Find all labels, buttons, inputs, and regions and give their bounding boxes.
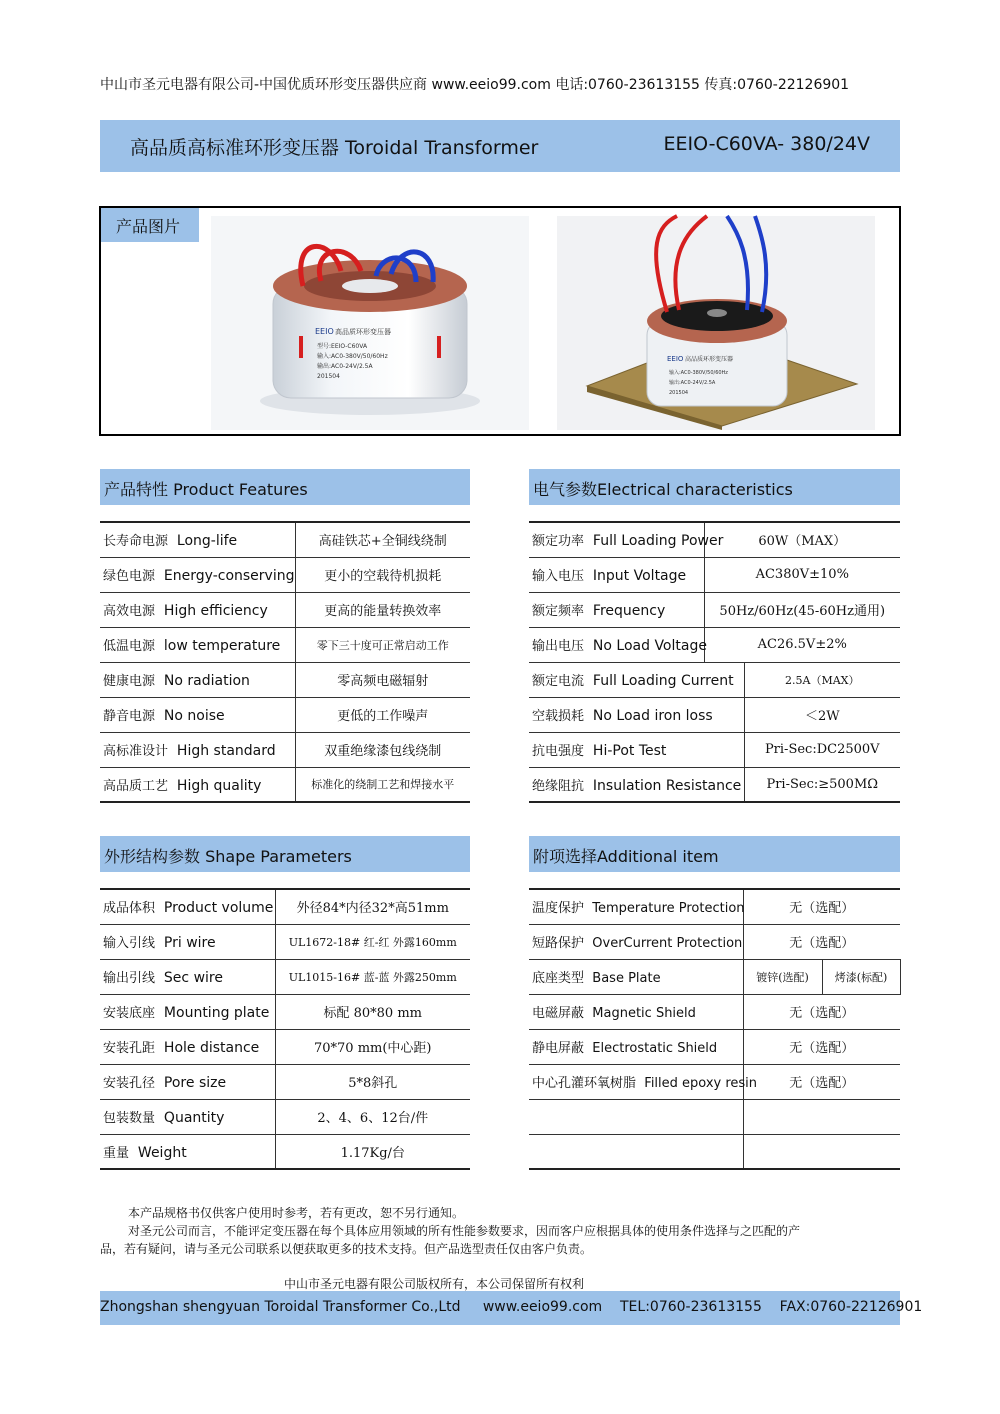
row-key-en: Temperature Protection [592, 901, 745, 917]
row-value: 无（选配） [743, 994, 900, 1029]
model-number: EEIO-C60VA- 380/24V [663, 133, 870, 155]
row-key [529, 557, 704, 592]
row-key-cn: 空载损耗 [532, 709, 585, 724]
shape-row [100, 1064, 470, 1099]
row-value: 更小的空载待机损耗 [295, 557, 470, 592]
contact-line: 中山市圣元电器有限公司-中国优质环形变压器供应商 www.eeio99.com 电话:0760-23613155 传真:0760-22126901 [100, 77, 850, 93]
row-value: 1.17Kg/台 [275, 1134, 470, 1169]
row-key [529, 522, 724, 557]
additional-row [529, 924, 900, 959]
features-row [100, 662, 470, 697]
row-key-cn: 额定频率 [532, 604, 585, 619]
row-key-cn: 绝缘阻抗 [532, 778, 585, 794]
label-input: 输入:AC0-380V/50/60Hz [317, 353, 388, 360]
row-value: 无（选配） [743, 889, 900, 924]
row-key-en: High efficiency [163, 603, 268, 619]
row-key [100, 522, 295, 557]
row-value [743, 1134, 900, 1169]
row-key [529, 592, 704, 627]
row-value: 外径84*内径32*高51mm [275, 889, 470, 924]
footer-tel: TEL:0760-23613155 [620, 1299, 762, 1315]
row-key [529, 662, 744, 697]
row-key [529, 994, 743, 1029]
row-key-cn: 短路保护 [532, 936, 585, 951]
row-key-en: Filled epoxy resin [644, 1076, 758, 1091]
electrical-row [529, 662, 900, 697]
row-key-en: No noise [163, 708, 225, 724]
row-key-cn: 输入引线 [103, 936, 156, 951]
row-key-cn: 包装数量 [103, 1111, 156, 1126]
additional-table [529, 888, 900, 1170]
shape-row [100, 924, 470, 959]
row-key [529, 1064, 758, 1099]
row-key-en: Insulation Resistance [592, 777, 742, 794]
row-value: 无（选配） [743, 924, 900, 959]
row-key-cn: 高品质工艺 [103, 778, 169, 794]
row-key-en: No Load Voltage [592, 638, 707, 654]
features-row [100, 592, 470, 627]
row-value: ＜2W [744, 697, 900, 732]
features-row [100, 697, 470, 732]
row-value: Pri-Sec:DC2500V [744, 732, 900, 767]
row-key [100, 1134, 275, 1169]
electrical-row [529, 557, 900, 592]
row-key [100, 767, 295, 802]
label2-input: 输入:AC0-380V/50/60Hz [669, 370, 728, 376]
row-key-cn: 输出电压 [532, 639, 585, 654]
row-key [100, 697, 295, 732]
note-line-3: 品，若有疑问，请与圣元公司联系以便获取更多的技术支持。但产品选型责任仅由客户负责。 [100, 1242, 593, 1256]
electrical-row [529, 522, 900, 557]
electrical-row [529, 627, 900, 662]
row-key [529, 1134, 743, 1169]
row-key [529, 732, 744, 767]
base-plate-option: 烤漆(标配) [822, 959, 900, 994]
additional-row [529, 994, 900, 1029]
shape-table [100, 888, 470, 1170]
disclaimer-notes [100, 1204, 900, 1258]
additional-heading: 附项选择Additional item [529, 836, 900, 872]
row-key [100, 889, 275, 924]
row-key-cn: 静电屏蔽 [532, 1041, 585, 1056]
row-key [100, 557, 295, 592]
row-key-cn: 抗电强度 [532, 744, 585, 759]
row-value: 零高频电磁辐射 [295, 662, 470, 697]
electrical-heading: 电气参数Electrical characteristics [529, 469, 900, 505]
features-row [100, 557, 470, 592]
row-value: 标准化的绕制工艺和焊接水平 [295, 767, 470, 802]
product-photo-mounted [557, 216, 875, 430]
shape-row [100, 994, 470, 1029]
row-value: 5*8斜孔 [275, 1064, 470, 1099]
row-key-en: Frequency [592, 603, 666, 619]
row-key-en: Sec wire [163, 970, 223, 986]
row-value: 2、4、6、12台/件 [275, 1099, 470, 1134]
label-output: 输出:AC0-24V/2.5A [317, 363, 373, 370]
row-key-en: Long-life [176, 533, 238, 550]
row-key-en: low temperature [163, 638, 281, 654]
row-key [100, 1029, 275, 1064]
label-title: 高品质环形变压器 [335, 328, 391, 336]
row-key [100, 592, 295, 627]
row-key [529, 924, 743, 959]
additional-row [529, 1099, 900, 1134]
row-value: 50Hz/60Hz(45-60Hz通用) [704, 592, 900, 627]
row-value: 标配 80*80 mm [275, 994, 470, 1029]
row-key [529, 1029, 743, 1064]
base-plate-option: 镀锌(选配) [743, 959, 822, 994]
additional-row [529, 1134, 900, 1169]
row-key [529, 627, 707, 662]
row-key-en: OverCurrent Protection [592, 936, 743, 951]
row-key-en: Quantity [163, 1110, 225, 1126]
row-key-en: High quality [176, 777, 262, 794]
row-key-en: No radiation [163, 673, 250, 689]
row-key-cn: 安装底座 [103, 1006, 156, 1021]
additional-row [529, 1029, 900, 1064]
row-value: 2.5A（MAX） [744, 662, 900, 697]
shape-row [100, 1029, 470, 1064]
footer-bar [100, 1291, 923, 1325]
row-value: 无（选配） [743, 1064, 900, 1099]
row-key-en: Electrostatic Shield [592, 1041, 718, 1056]
row-key-cn: 电磁屏蔽 [532, 1006, 585, 1021]
row-key [529, 697, 744, 732]
label2-brand: EEIO [667, 355, 684, 363]
row-key-cn: 成品体积 [103, 901, 156, 917]
row-value: 零下三十度可正常启动工作 [295, 627, 470, 662]
row-key-cn: 重量 [103, 1145, 130, 1161]
row-key [100, 959, 275, 994]
title-bar [100, 120, 900, 172]
product-photos-panel [99, 206, 901, 436]
shape-row [100, 889, 470, 924]
row-key [529, 889, 743, 924]
row-value: 60W（MAX） [704, 522, 900, 557]
note-line-2: 对圣元公司而言，不能评定变压器在每个具体应用领域的所有性能参数要求，因而客户应根据具体的使用条件选择与之匹配的产 [128, 1224, 801, 1238]
row-value: 更低的工作噪声 [295, 697, 470, 732]
label-brand: EEIO [315, 327, 334, 336]
shape-row [100, 1099, 470, 1134]
row-key-en: Mounting plate [163, 1005, 270, 1021]
row-key [100, 994, 275, 1029]
row-key-en: Pri wire [163, 935, 216, 951]
shape-heading: 外形结构参数 Shape Parameters [100, 836, 470, 872]
shape-row [100, 959, 470, 994]
row-key-cn: 中心孔灌环氧树脂 [532, 1076, 637, 1091]
row-key-en: Pore size [163, 1075, 227, 1091]
label2-title: 高品质环形变压器 [685, 356, 734, 363]
features-row [100, 767, 470, 802]
row-key-en: Product volume [163, 900, 274, 917]
row-key-en: Weight [137, 1144, 187, 1161]
row-key-cn: 低温电源 [103, 639, 156, 654]
row-value: 更高的能量转换效率 [295, 592, 470, 627]
additional-row [529, 959, 900, 994]
footer-fax: FAX:0760-22126901 [779, 1299, 923, 1315]
electrical-table [529, 521, 900, 803]
copyright-line: 中山市圣元电器有限公司版权所有，本公司保留所有权利 [284, 1277, 585, 1291]
label-model: 型号:EEIO-C60VA [317, 343, 368, 350]
features-row [100, 627, 470, 662]
row-key-en: Energy-conserving [163, 568, 295, 584]
row-key-cn: 绿色电源 [103, 569, 156, 584]
additional-row [529, 889, 900, 924]
row-key [100, 662, 295, 697]
row-key-cn: 额定功率 [532, 534, 585, 550]
label2-date: 201504 [669, 390, 689, 396]
row-value: UL1672-18# 红-红 外露160mm [275, 924, 470, 959]
row-key-cn: 长寿命电源 [103, 534, 169, 550]
features-heading: 产品特性 Product Features [100, 469, 470, 505]
row-value: Pri-Sec:≥500MΩ [744, 767, 900, 802]
row-key-cn: 输入电压 [532, 569, 585, 584]
row-key-cn: 高标准设计 [103, 744, 169, 759]
row-value: 双重绝缘漆包线绕制 [295, 732, 470, 767]
row-key [529, 1099, 743, 1134]
row-key-en: No Load iron loss [592, 708, 713, 724]
product-title: 高品质高标准环形变压器 Toroidal Transformer [130, 137, 539, 159]
additional-row [529, 1064, 900, 1099]
electrical-row [529, 732, 900, 767]
row-key-en: Full Loading Power [592, 533, 724, 550]
features-row [100, 732, 470, 767]
row-key [100, 627, 295, 662]
footer-company: Zhongshan shengyuan Toroidal Transformer Co.,Ltd [100, 1299, 461, 1315]
row-key [100, 732, 295, 767]
row-key-cn: 高效电源 [103, 604, 156, 619]
row-key [100, 1099, 275, 1134]
row-key-cn: 额定电流 [532, 674, 585, 689]
features-row [100, 522, 470, 557]
features-table [100, 521, 470, 803]
row-key-cn: 健康电源 [103, 674, 156, 689]
photos-label: 产品图片 [101, 208, 199, 242]
row-value: AC380V±10% [704, 557, 900, 592]
shape-row [100, 1134, 470, 1169]
row-value: 70*70 mm(中心距) [275, 1029, 470, 1064]
product-photo-front [211, 216, 529, 430]
label2-output: 输出:AC0-24V/2.5A [669, 380, 716, 386]
row-value: UL1015-16# 蓝-蓝 外露250mm [275, 959, 470, 994]
row-value: AC26.5V±2% [704, 627, 900, 662]
row-key-cn: 安装孔径 [103, 1076, 156, 1091]
row-key-en: High standard [176, 743, 276, 759]
row-key [100, 924, 275, 959]
row-value: 高硅铁芯+全铜线绕制 [295, 522, 470, 557]
electrical-row [529, 767, 900, 802]
row-key-en: Base Plate [592, 971, 661, 986]
electrical-row [529, 697, 900, 732]
row-key [529, 959, 743, 994]
note-line-1: 本产品规格书仅供客户使用时参考，若有更改，恕不另行通知。 [128, 1206, 465, 1220]
row-key [100, 1064, 275, 1099]
row-key [529, 767, 744, 802]
footer-website[interactable]: www.eeio99.com [482, 1299, 603, 1315]
row-key-cn: 底座类型 [532, 971, 585, 986]
row-key-en: Hi-Pot Test [592, 743, 667, 759]
electrical-row [529, 592, 900, 627]
label-date: 201504 [317, 373, 340, 380]
row-key-cn: 输出引线 [103, 971, 156, 986]
row-key-en: Magnetic Shield [592, 1006, 696, 1021]
row-key-cn: 温度保护 [532, 901, 585, 917]
row-value [743, 1099, 900, 1134]
row-key-cn: 静音电源 [103, 709, 156, 724]
row-value: 无（选配） [743, 1029, 900, 1064]
row-key-en: Hole distance [163, 1040, 260, 1056]
row-key-en: Full Loading Current [592, 673, 734, 689]
row-key-en: Input Voltage [592, 568, 687, 584]
row-key-cn: 安装孔距 [103, 1041, 156, 1056]
